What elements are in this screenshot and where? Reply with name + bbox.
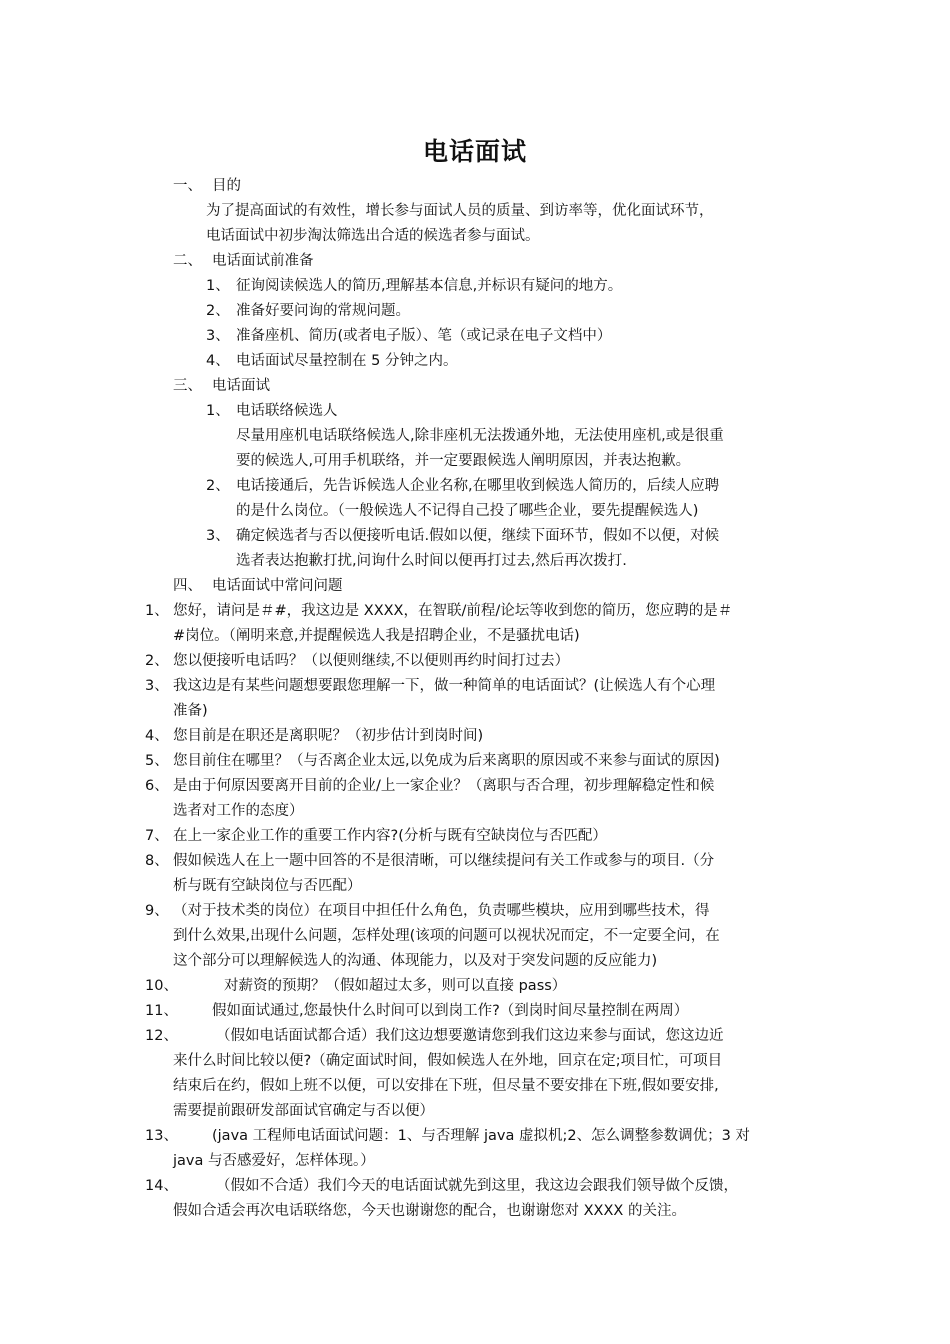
- question-marker: 1、: [145, 603, 169, 619]
- question-marker: 5、: [145, 753, 169, 769]
- item-line: 尽量用座机电话联络候选人,除非座机无法拨通外地，无法使用座机,或是很重: [236, 428, 724, 444]
- question-line: 需要提前跟研发部面试官确定与否以便）: [173, 1103, 434, 1119]
- item-marker: 1、: [206, 278, 230, 294]
- item-line: 的是什么岗位。（一般候选人不记得自己投了哪些企业，要先提醒候选人): [236, 503, 699, 519]
- item-line: 选者表达抱歉打扰,问询什么时间以便再打过去,然后再次拨打.: [236, 553, 627, 569]
- item-line: 电话接通后，先告诉候选人企业名称,在哪里收到候选人简历的，后续人应聘: [236, 478, 720, 494]
- item-line: 要的候选人,可用手机联络，并一定要跟候选人阐明原因，并表达抱歉。: [236, 453, 691, 469]
- item-marker: 2、: [206, 478, 230, 494]
- question-line: (java 工程师电话面试问题：1、与否理解 java 虚拟机;2、怎么调整参数调优；3 对: [212, 1128, 750, 1144]
- question-line: 假如面试通过,您最快什么时间可以到岗工作?（到岗时间尽量控制在两周）: [212, 1003, 689, 1019]
- question-marker: 4、: [145, 728, 169, 744]
- question-marker: 9、: [145, 903, 169, 919]
- question-marker: 6、: [145, 778, 169, 794]
- question-line: 准备): [173, 703, 208, 719]
- question-marker: 10、: [145, 978, 178, 994]
- item-line: 准备座机、简历(或者电子版）、笔（或记录在电子文档中）: [236, 328, 612, 344]
- question-line: 到什么效果,出现什么问题，怎样处理(该项的问题可以视状况而定，不一定要全问，在: [173, 928, 720, 944]
- question-marker: 7、: [145, 828, 169, 844]
- question-line: 您目前住在哪里？（与否离企业太远,以免成为后来离职的原因或不来参与面试的原因): [173, 753, 720, 769]
- item-marker: 2、: [206, 303, 230, 319]
- question-line: 选者对工作的态度）: [173, 803, 304, 819]
- question-line: #岗位。（阐明来意,并提醒候选人我是招聘企业，不是骚扰电话): [173, 628, 580, 644]
- question-line: （假如电话面试都合适）我们这边想要邀请您到我们这边来参与面试，您这边近: [216, 1028, 724, 1044]
- question-line: （假如不合适）我们今天的电话面试就先到这里，我这边会跟我们领导做个反馈，: [216, 1178, 738, 1194]
- section-marker: 一、: [173, 178, 202, 194]
- section-heading: 目的: [212, 178, 241, 194]
- question-line: 您好，请问是＃#，我这边是 XXXX，在智联/前程/论坛等收到您的简历，您应聘的是＃: [173, 603, 733, 619]
- question-line: 结束后在约，假如上班不以便，可以安排在下班，但尽量不要安排在下班,假如要安排,: [173, 1078, 719, 1094]
- section-heading: 电话面试中常问问题: [212, 578, 343, 594]
- section-marker: 三、: [173, 378, 202, 394]
- question-marker: 13、: [145, 1128, 178, 1144]
- question-marker: 14、: [145, 1178, 178, 1194]
- question-line: java 与否感爱好，怎样体现。）: [173, 1153, 375, 1169]
- paragraph-line: 电话面试中初步淘汰筛选出合适的候选者参与面试。: [206, 228, 540, 244]
- paragraph-line: 为了提高面试的有效性，增长参与面试人员的质量、到访率等，优化面试环节，: [206, 203, 714, 219]
- question-line: 对薪资的预期？（假如超过太多，则可以直接 pass）: [224, 978, 567, 994]
- question-line: 我这边是有某些问题想要跟您理解一下，做一种简单的电话面试？(让候选人有个心理: [173, 678, 716, 694]
- question-line: 析与既有空缺岗位与否匹配）: [173, 878, 362, 894]
- item-line: 准备好要问询的常规问题。: [236, 303, 410, 319]
- document-title: 电话面试: [422, 137, 527, 166]
- item-marker: 1、: [206, 403, 230, 419]
- question-line: 来什么时间比较以便?（确定面试时间，假如候选人在外地，回京在定;项目忙，可项目: [173, 1053, 723, 1069]
- item-line: 确定候选者与否以便接听电话.假如以便，继续下面环节，假如不以便，对候: [236, 528, 720, 544]
- question-line: （对于技术类的岗位）在项目中担任什么角色，负责哪些模块，应用到哪些技术，得: [173, 903, 710, 919]
- question-line: 假如候选人在上一题中回答的不是很清晰，可以继续提问有关工作或参与的项目.（分: [173, 853, 715, 869]
- section-marker: 四、: [173, 578, 202, 594]
- question-line: 假如合适会再次电话联络您，今天也谢谢您的配合，也谢谢您对 XXXX 的关注。: [173, 1203, 686, 1219]
- section-heading: 电话面试前准备: [212, 253, 314, 269]
- question-line: 您目前是在职还是离职呢？（初步估计到岗时间): [173, 728, 484, 744]
- item-marker: 4、: [206, 353, 230, 369]
- question-line: 这个部分可以理解候选人的沟通、体现能力，以及对于突发问题的反应能力): [173, 953, 658, 969]
- question-line: 您以便接听电话吗？（以便则继续,不以便则再约时间打过去）: [173, 653, 570, 669]
- section-heading: 电话面试: [212, 378, 270, 394]
- item-marker: 3、: [206, 328, 230, 344]
- item-line: 电话面试尽量控制在 5 分钟之内。: [236, 353, 458, 369]
- question-marker: 11、: [145, 1003, 178, 1019]
- question-marker: 3、: [145, 678, 169, 694]
- question-line: 在上一家企业工作的重要工作内容?(分析与既有空缺岗位与否匹配）: [173, 828, 607, 844]
- question-marker: 2、: [145, 653, 169, 669]
- question-line: 是由于何原因要离开目前的企业/上一家企业？（离职与否合理，初步理解稳定性和候: [173, 778, 715, 794]
- item-line: 电话联络候选人: [236, 403, 338, 419]
- item-line: 征询阅读候选人的简历,理解基本信息,并标识有疑问的地方。: [236, 278, 623, 294]
- section-marker: 二、: [173, 253, 202, 269]
- question-marker: 12、: [145, 1028, 178, 1044]
- item-marker: 3、: [206, 528, 230, 544]
- question-marker: 8、: [145, 853, 169, 869]
